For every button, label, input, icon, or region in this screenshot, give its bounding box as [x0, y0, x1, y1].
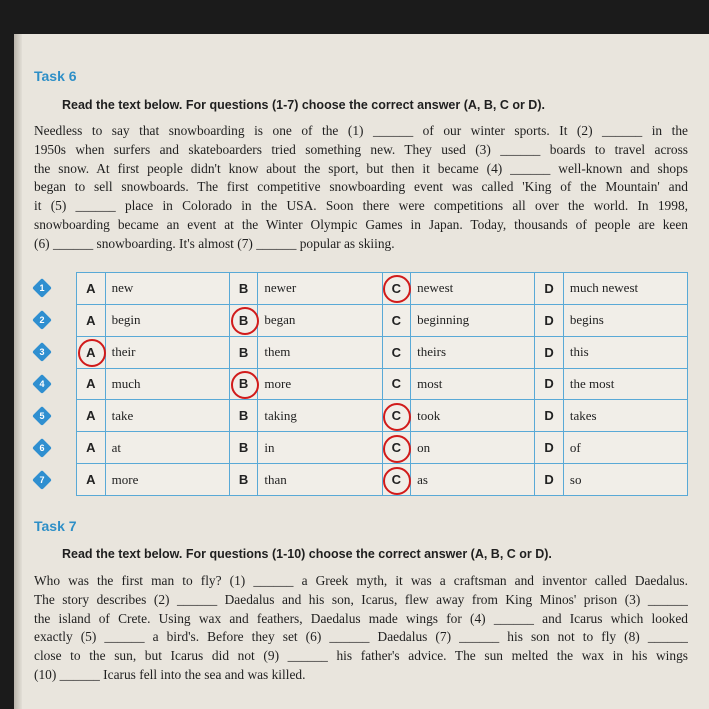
task7-line: the island of Crete. Using wax and feathers, Daedalus made wings for (4) ______ and Icarus which looked — [34, 610, 688, 626]
option-text-c: beginning — [411, 304, 535, 336]
task6-line: Needless to say that snowboarding is one of the (1) ______ of our winter sports. It (2) ______ in the — [34, 123, 688, 138]
option-letter-d — [535, 432, 564, 464]
option-letter-text: A — [86, 280, 96, 296]
task7-instruction: Read the text below. For questions (1-10) choose the correct answer (A, B, C or D). — [62, 547, 552, 561]
option-letter-b — [229, 400, 258, 432]
question-number-badge — [33, 439, 51, 457]
option-letter-d — [535, 400, 564, 432]
textbook-page — [14, 34, 709, 709]
question-number: 6 — [39, 442, 45, 453]
option-letter-text: B — [238, 312, 249, 328]
option-letter-c — [382, 464, 411, 496]
option-letter-text: C — [391, 472, 402, 488]
option-letter-text: A — [86, 440, 96, 456]
option-letter-d — [535, 368, 564, 400]
option-letter-a — [39, 368, 106, 400]
option-letter-text: A — [86, 408, 96, 424]
option-letter-text: D — [544, 344, 554, 360]
task7-title: Task 7 — [34, 518, 77, 534]
question-number-badge — [33, 407, 51, 425]
option-letter-b — [229, 336, 258, 368]
option-letter-d — [535, 273, 564, 305]
answer-row — [77, 336, 688, 368]
option-letter-text: A — [86, 472, 96, 488]
option-letter-text: D — [544, 376, 554, 392]
option-letter-text: B — [238, 408, 249, 424]
option-letter-d — [535, 336, 564, 368]
task7-line: (10) ______ Icarus fell into the sea and was killed. — [34, 666, 306, 682]
option-letter-a — [39, 304, 106, 336]
option-text-d: begins — [563, 304, 687, 336]
answer-row — [77, 464, 688, 496]
option-letter-text: D — [544, 312, 554, 328]
option-letter-text: D — [544, 440, 554, 456]
answer-row — [77, 432, 688, 464]
answer-row — [77, 273, 688, 305]
option-text-c: took — [411, 400, 535, 432]
option-letter-text: C — [391, 376, 402, 392]
option-text-c: as — [411, 464, 535, 496]
option-text-a: take — [105, 400, 229, 432]
option-letter-text: B — [238, 440, 249, 456]
option-text-c: newest — [411, 273, 535, 305]
option-text-a: at — [105, 432, 229, 464]
option-text-d: this — [563, 336, 687, 368]
option-letter-text: C — [391, 344, 402, 360]
option-text-a: more — [105, 464, 229, 496]
option-text-d: much newest — [563, 273, 687, 305]
option-letter-b — [229, 273, 258, 305]
page-binding-edge — [14, 34, 22, 709]
task7-line: Who was the first man to fly? (1) ______ a Greek myth, it was a craftsman and inventor called Daedalus. — [34, 573, 688, 588]
option-letter-b — [229, 464, 258, 496]
task6-passage — [34, 122, 688, 254]
task7-passage — [34, 572, 688, 685]
option-text-a: begin — [105, 304, 229, 336]
option-text-b: than — [258, 464, 382, 496]
option-text-d: the most — [563, 368, 687, 400]
option-text-a: their — [105, 336, 229, 368]
option-letter-text: D — [544, 408, 554, 424]
task7-line: close to the sun, but Icarus did not (9) ______ his father's advice. The sun melted the wax in his wings — [34, 648, 688, 664]
option-letter-text: B — [238, 376, 249, 392]
question-number: 1 — [39, 283, 45, 294]
option-text-c: most — [411, 368, 535, 400]
question-number-badge — [33, 375, 51, 393]
option-letter-c — [382, 400, 411, 432]
option-letter-text: C — [391, 440, 402, 456]
question-number: 3 — [39, 347, 45, 358]
option-letter-text: A — [86, 312, 96, 328]
task6-line: snowboarding became an event at the Winter Olympic Games in Japan. Today, thousands of people are keen — [34, 216, 688, 232]
option-letter-a — [39, 432, 106, 464]
answer-table — [39, 272, 688, 496]
option-letter-text: B — [238, 472, 249, 488]
option-letter-text: D — [544, 472, 554, 488]
option-letter-c — [382, 336, 411, 368]
option-letter-b — [229, 304, 258, 336]
option-text-d: so — [563, 464, 687, 496]
option-text-b: in — [258, 432, 382, 464]
option-text-d: of — [563, 432, 687, 464]
option-text-c: theirs — [411, 336, 535, 368]
option-letter-text: A — [86, 376, 96, 392]
option-letter-text: A — [86, 344, 96, 360]
option-letter-b — [229, 368, 258, 400]
task6-title: Task 6 — [34, 68, 77, 84]
option-letter-text: D — [544, 280, 554, 296]
question-number: 4 — [39, 378, 45, 389]
option-text-b: taking — [258, 400, 382, 432]
option-letter-a — [39, 273, 106, 305]
option-text-a: much — [105, 368, 229, 400]
option-letter-d — [535, 464, 564, 496]
option-letter-text: C — [391, 312, 402, 328]
task6-line: 1950s when surfers and skateboarders tried something new. They used (3) ______ boards to travel across — [34, 141, 688, 157]
option-letter-c — [382, 273, 411, 305]
option-letter-a — [39, 336, 106, 368]
task6-line: began to sell snowboards. The first competitive snowboarding event was called 'King of the Mountain' and — [34, 179, 688, 195]
question-number-badge — [33, 279, 51, 297]
option-text-a: new — [105, 273, 229, 305]
question-number-badge — [33, 343, 51, 361]
answer-row — [77, 368, 688, 400]
option-letter-d — [535, 304, 564, 336]
option-text-d: takes — [563, 400, 687, 432]
answer-row — [77, 400, 688, 432]
question-number-badge — [33, 311, 51, 329]
task7-line: exactly (5) ______ a bird's. Before they set (6) ______ Daedalus (7) ______ his son not to fly (8) ______ — [34, 629, 688, 645]
option-letter-text: B — [238, 280, 249, 296]
question-number-badge — [33, 471, 51, 489]
task6-line: it (5) ______ place in Colorado in the USA. Soon there were competitions all over the world. In 1998, — [34, 198, 688, 214]
option-text-c: on — [411, 432, 535, 464]
option-letter-c — [382, 304, 411, 336]
option-letter-text: B — [238, 344, 249, 360]
option-letter-c — [382, 368, 411, 400]
option-letter-a — [39, 464, 106, 496]
answer-row — [77, 304, 688, 336]
task6-line: the snow. At first people didn't know about the sport, but then it became (4) ______ well-known and shops — [34, 160, 688, 176]
option-text-b: newer — [258, 273, 382, 305]
option-letter-b — [229, 432, 258, 464]
option-text-b: more — [258, 368, 382, 400]
task7-line: The story describes (2) ______ Daedalus and his son, Icarus, flew away from King Minos' prison (3) ______ — [34, 591, 688, 607]
option-letter-c — [382, 432, 411, 464]
option-letter-a — [39, 400, 106, 432]
option-letter-text: C — [391, 280, 402, 296]
option-letter-text: C — [391, 408, 402, 424]
option-text-b: began — [258, 304, 382, 336]
task6-instruction: Read the text below. For questions (1-7) choose the correct answer (A, B, C or D). — [62, 98, 545, 112]
question-number: 2 — [39, 315, 45, 326]
question-number: 7 — [39, 474, 45, 485]
option-text-b: them — [258, 336, 382, 368]
task6-line: (6) ______ snowboarding. It's almost (7) ______ popular as skiing. — [34, 235, 395, 251]
question-number: 5 — [39, 410, 45, 421]
